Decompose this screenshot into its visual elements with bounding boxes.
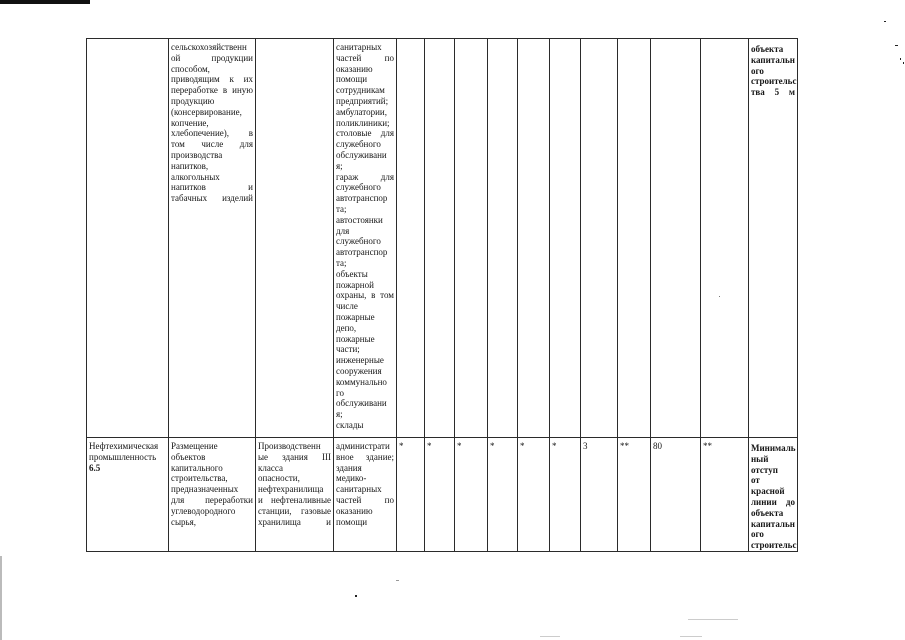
cell-r2-c1	[87, 438, 169, 552]
cell-r1-c10	[550, 39, 581, 438]
cell-r1-c1	[87, 39, 169, 438]
cell-text: Минималь ный отступ от красной линии до объекта капитальн ого строительс	[751, 443, 797, 551]
cell-text: **	[703, 441, 712, 451]
cell-r1-c6	[425, 39, 455, 438]
cell-r2-c9	[518, 438, 550, 552]
scan-edge-bar	[0, 0, 90, 4]
scan-smudge	[540, 636, 560, 637]
cell-r1-c4	[334, 39, 397, 438]
cell-r2-c10	[550, 438, 581, 552]
cell-text: *	[427, 441, 432, 451]
cell-text: *	[552, 441, 557, 451]
cell-text: Производственн ые здания III класса опасности, нефтехранилища и нефтеналивные станции, газовые хранилища и	[258, 441, 331, 527]
cell-r2-c3	[256, 438, 334, 552]
scan-speck	[900, 58, 901, 60]
scan-smudge	[680, 636, 702, 637]
cell-r2-c13	[651, 438, 701, 552]
scan-smudge	[688, 619, 738, 620]
cell-r2-c8	[488, 438, 518, 552]
cell-text: объекта капитальн ого строительс тва 5 м	[751, 44, 797, 98]
cell-r1-c3	[256, 39, 334, 438]
cell-r2-c2	[169, 438, 256, 552]
scan-speck	[355, 595, 357, 597]
scan-speck	[895, 45, 898, 46]
cell-r2-c11	[581, 438, 618, 552]
cell-text: *	[399, 441, 404, 451]
cell-r1-c13	[651, 39, 701, 438]
scan-speck	[903, 62, 904, 64]
document-table	[86, 38, 798, 552]
cell-text: *	[520, 441, 525, 451]
cell-r1-c5	[397, 39, 425, 438]
cell-r2-c7	[455, 438, 488, 552]
cell-text: 3	[583, 441, 588, 451]
cell-r1-c15	[749, 39, 798, 438]
cell-text: *	[490, 441, 495, 451]
cell-r2-c12	[618, 438, 651, 552]
cell-r1-c12	[618, 39, 651, 438]
cell-r1-c7	[455, 39, 488, 438]
cell-r1-c9	[518, 39, 550, 438]
cell-text: санитарных частей по оказанию помощи сотрудникам предприятий; амбулатории, поликлиники; столовые для служебного обслуживани я; гараж для служебного автотранспор та; автостоянки для служебного автотранспор та; объекты пожарной охраны, в том числе пожарные депо, пожарные части; инженерные сооружения коммунально го обслуживани я; склады	[336, 42, 394, 430]
cell-r1-c11	[581, 39, 618, 438]
cell-text: сельскохозяйственн ой продукции способом, приводящим к их переработке в иную продукцию (консервирование, копчение, хлебопечение), в том числе для производства напитков, алкогольных напитков и табачных изделий	[171, 42, 253, 204]
cell-text: Нефтехимическая промышленность	[89, 441, 159, 462]
cell-r1-c8	[488, 39, 518, 438]
cell-text: **	[620, 441, 629, 451]
cell-r2-c5	[397, 438, 425, 552]
cell-text: Размещение объектов капитального строительства, предназначенных для переработки углеводородного сырья,	[171, 441, 253, 527]
cell-text: 80	[653, 441, 662, 451]
cell-r2-c4	[334, 438, 397, 552]
cell-text: *	[457, 441, 462, 451]
table-row	[87, 39, 798, 438]
cell-r1-c2	[169, 39, 256, 438]
scan-speck	[884, 21, 886, 22]
table-row	[87, 438, 798, 552]
cell-r2-c6	[425, 438, 455, 552]
cell-r2-c14	[701, 438, 749, 552]
scan-speck	[396, 580, 399, 581]
scan-smudge	[0, 556, 2, 640]
cell-r1-c14	[701, 39, 749, 438]
cell-text: администрати вное здание; здания медико- санитарных частей по оказанию помощи	[336, 441, 394, 527]
cell-code: 6.5	[89, 462, 101, 473]
cell-r2-c15	[749, 438, 798, 552]
